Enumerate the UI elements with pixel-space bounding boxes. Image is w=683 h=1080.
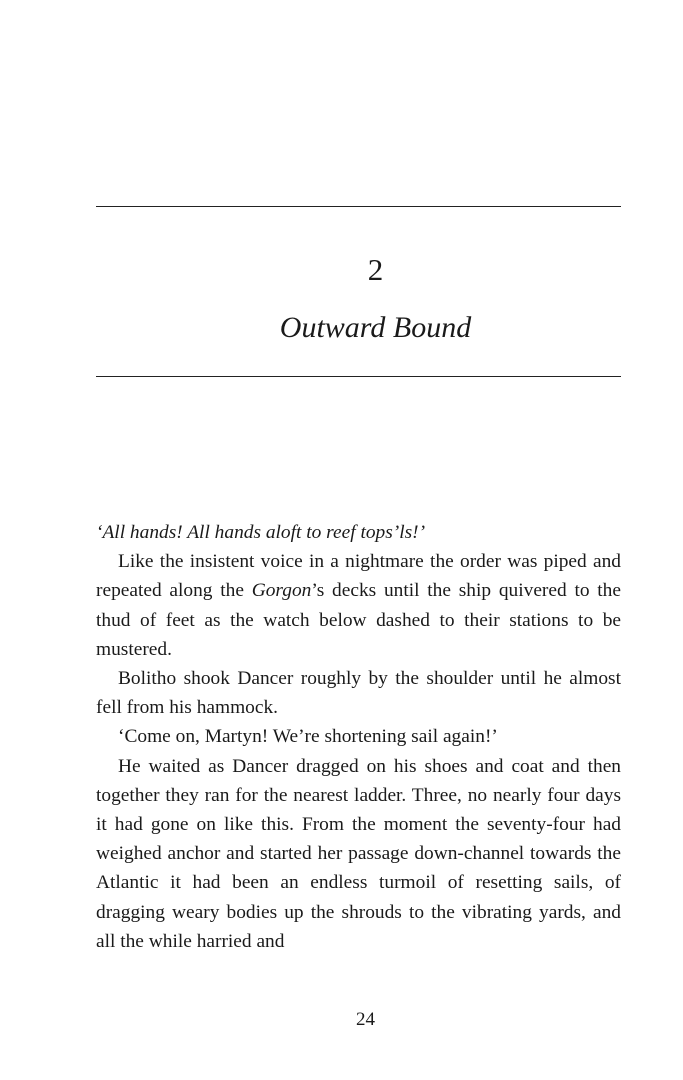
chapter-rule-bottom bbox=[96, 376, 621, 377]
paragraph bbox=[96, 518, 621, 547]
chapter-number: 2 bbox=[367, 252, 384, 287]
paragraph-text: ’s decks until the ship quivered to the thud of feet as the watch below dashed to their stations to be mustered. bbox=[96, 580, 621, 660]
ship-name: Gorgon bbox=[251, 580, 312, 602]
paragraph: Bolitho shook Dancer roughly by the shoulder until he almost fell from his hammock. bbox=[96, 668, 621, 719]
chapter-title: Outward Bound bbox=[279, 311, 472, 344]
chapter-rule-top bbox=[96, 206, 621, 207]
body-text bbox=[96, 518, 621, 956]
paragraph-text: ‘All hands! All hands aloft to reef tops’ls!’ bbox=[96, 522, 426, 543]
paragraph: ‘Come on, Martyn! We’re shortening sail again!’ bbox=[118, 726, 498, 748]
paragraph: He waited as Dancer dragged on his shoes and coat and then together they ran for the nearest ladder. Three, no nearly four days it had gone on like this. From the moment the seventy-four had weighed anchor and started her passage down-channel towards the Atlantic it had been an endless turmoil of resetting sails, of dragging weary bodies up the shrouds to the vibrating yards, and all the while harried and bbox=[96, 755, 621, 952]
page-number: 24 bbox=[356, 1009, 375, 1030]
paragraph-text: Like the insistent voice in a nightmare the order was piped and repeated along the bbox=[96, 551, 621, 602]
paragraph bbox=[96, 547, 621, 664]
